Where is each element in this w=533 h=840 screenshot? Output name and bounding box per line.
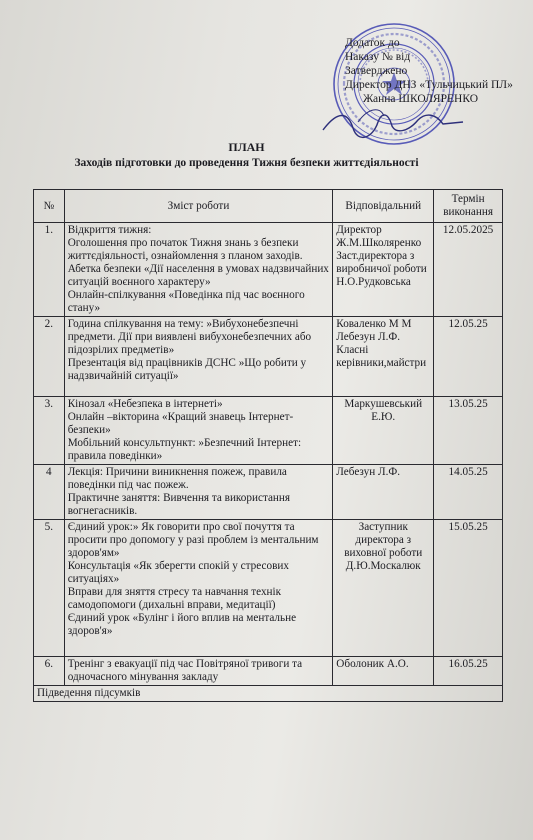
header-responsible: Відповідальний [333,190,434,223]
responsible-line: Заст.директора з виробничої роботи Н.О.Рудковська [336,250,427,288]
responsible-line: Директор Ж.М.Школяренко [336,224,422,249]
table-row [34,520,503,657]
table-row [34,465,503,520]
table-row [34,317,503,397]
document-title: ПЛАН [228,140,265,154]
document-subtitle: Заходів підготовки до проведення Тижня безпеки життєдіяльності [74,157,419,169]
row-number: 2. [34,317,65,397]
header-no: № [34,190,65,223]
row-responsible [333,317,434,397]
responsible-line: Оболоник А.О. [336,658,409,670]
content-line: Абетка безпеки «Дії населення в умовах надзвичайних ситуацій воєнного характеру» [67,263,329,288]
row-responsible [333,520,434,657]
approval-approved: Затверджено [345,65,408,77]
content-line: Відкриття тижня: [67,224,152,236]
director-signature [318,100,468,140]
row-responsible [333,657,434,686]
content-line: Презентація від працівників ДСНС »Що робити у надзвичайній ситуації» [67,357,307,382]
responsible-line: Класні керівники,майстри [336,344,427,369]
content-line: Кінозал «Небезпека в інтернеті» [67,398,223,410]
responsible-line: Лебезун Л.Ф. [336,331,401,343]
content-line: Онлайн –вікторина «Кращий знавець Інтернет-безпеки» [67,411,294,436]
row-content [64,520,333,657]
content-line: Лекція: Причини виникнення пожеж, правила поведінки під час пожеж. [67,466,287,491]
content-line: Мобільний консультпункт: »Безпечний Інтернет: правила поведінки» [67,437,302,462]
row-number: 5. [34,520,65,657]
row-responsible [333,465,434,520]
row-term: 14.05.25 [434,465,503,520]
approval-director: Директор ДНЗ «Тульчицький ПЛ» [345,79,513,91]
row-term: 13.05.25 [434,397,503,465]
row-responsible [333,223,434,317]
responsible-line: Заступник директора з виховної роботи Д.Ю.Москалюк [344,521,423,572]
plan-table [33,189,503,702]
content-line: Година спілкування на тему: »Вибухонебезпечні предмети. Дії при виявлені вибухонебезпечних або підозрілих предметів» [67,318,312,356]
approval-appendix: Додаток до [345,37,400,49]
row-term: 15.05.25 [434,520,503,657]
approval-order: Наказу № від [345,51,411,63]
row-content [64,397,333,465]
row-number: 4 [34,465,65,520]
summary-row [34,686,503,702]
row-term: 12.05.2025 [434,223,503,317]
responsible-line: Маркушевський Е.Ю. [344,398,423,423]
table-header-row [34,190,503,223]
row-number: 1. [34,223,65,317]
row-number: 3. [34,397,65,465]
content-line: Єдиний урок «Булінг і його вплив на ментальне здоров'я» [67,612,297,637]
row-term: 16.05.25 [434,657,503,686]
row-content [64,223,333,317]
row-responsible [333,397,434,465]
content-line: Практичне заняття: Вивчення та використання вогнегасників. [67,492,291,517]
header-content: Зміст роботи [64,190,333,223]
table-row [34,657,503,686]
content-line: Оголошення про початок Тижня знань з безпеки життєдіяльності, ознайомлення з планом заходів. [67,237,303,262]
responsible-line: Коваленко М М [336,318,412,330]
approval-block [345,36,533,106]
plan-table-body [34,223,503,686]
row-content [64,657,333,686]
content-line: Консультація «Як зберегти спокій у стресових ситуаціях» [67,560,289,585]
row-term: 12.05.25 [434,317,503,397]
table-row [34,223,503,317]
responsible-line: Лебезун Л.Ф. [336,466,401,478]
row-content [64,465,333,520]
summary-cell: Підведення підсумків [34,686,503,702]
approval-director-name: Жанна ШКОЛЯРЕНКО [363,93,479,105]
content-line: Онлайн-спілкування «Поведінка під час воєнного стану» [67,289,305,314]
content-line: Тренінг з евакуації під час Повітряної тривоги та одночасного мінування закладу [67,658,303,683]
header-term: Термін виконання [434,190,503,223]
row-content [64,317,333,397]
content-line: Єдиний урок:» Як говорити про свої почуття та просити про допомогу у разі проблем із ментальним здоров'ям» [67,521,319,559]
content-line: Вправи для зняття стресу та навчання технік самодопомоги (дихальні вправи, медитації) [67,586,282,611]
row-number: 6. [34,657,65,686]
table-row [34,397,503,465]
